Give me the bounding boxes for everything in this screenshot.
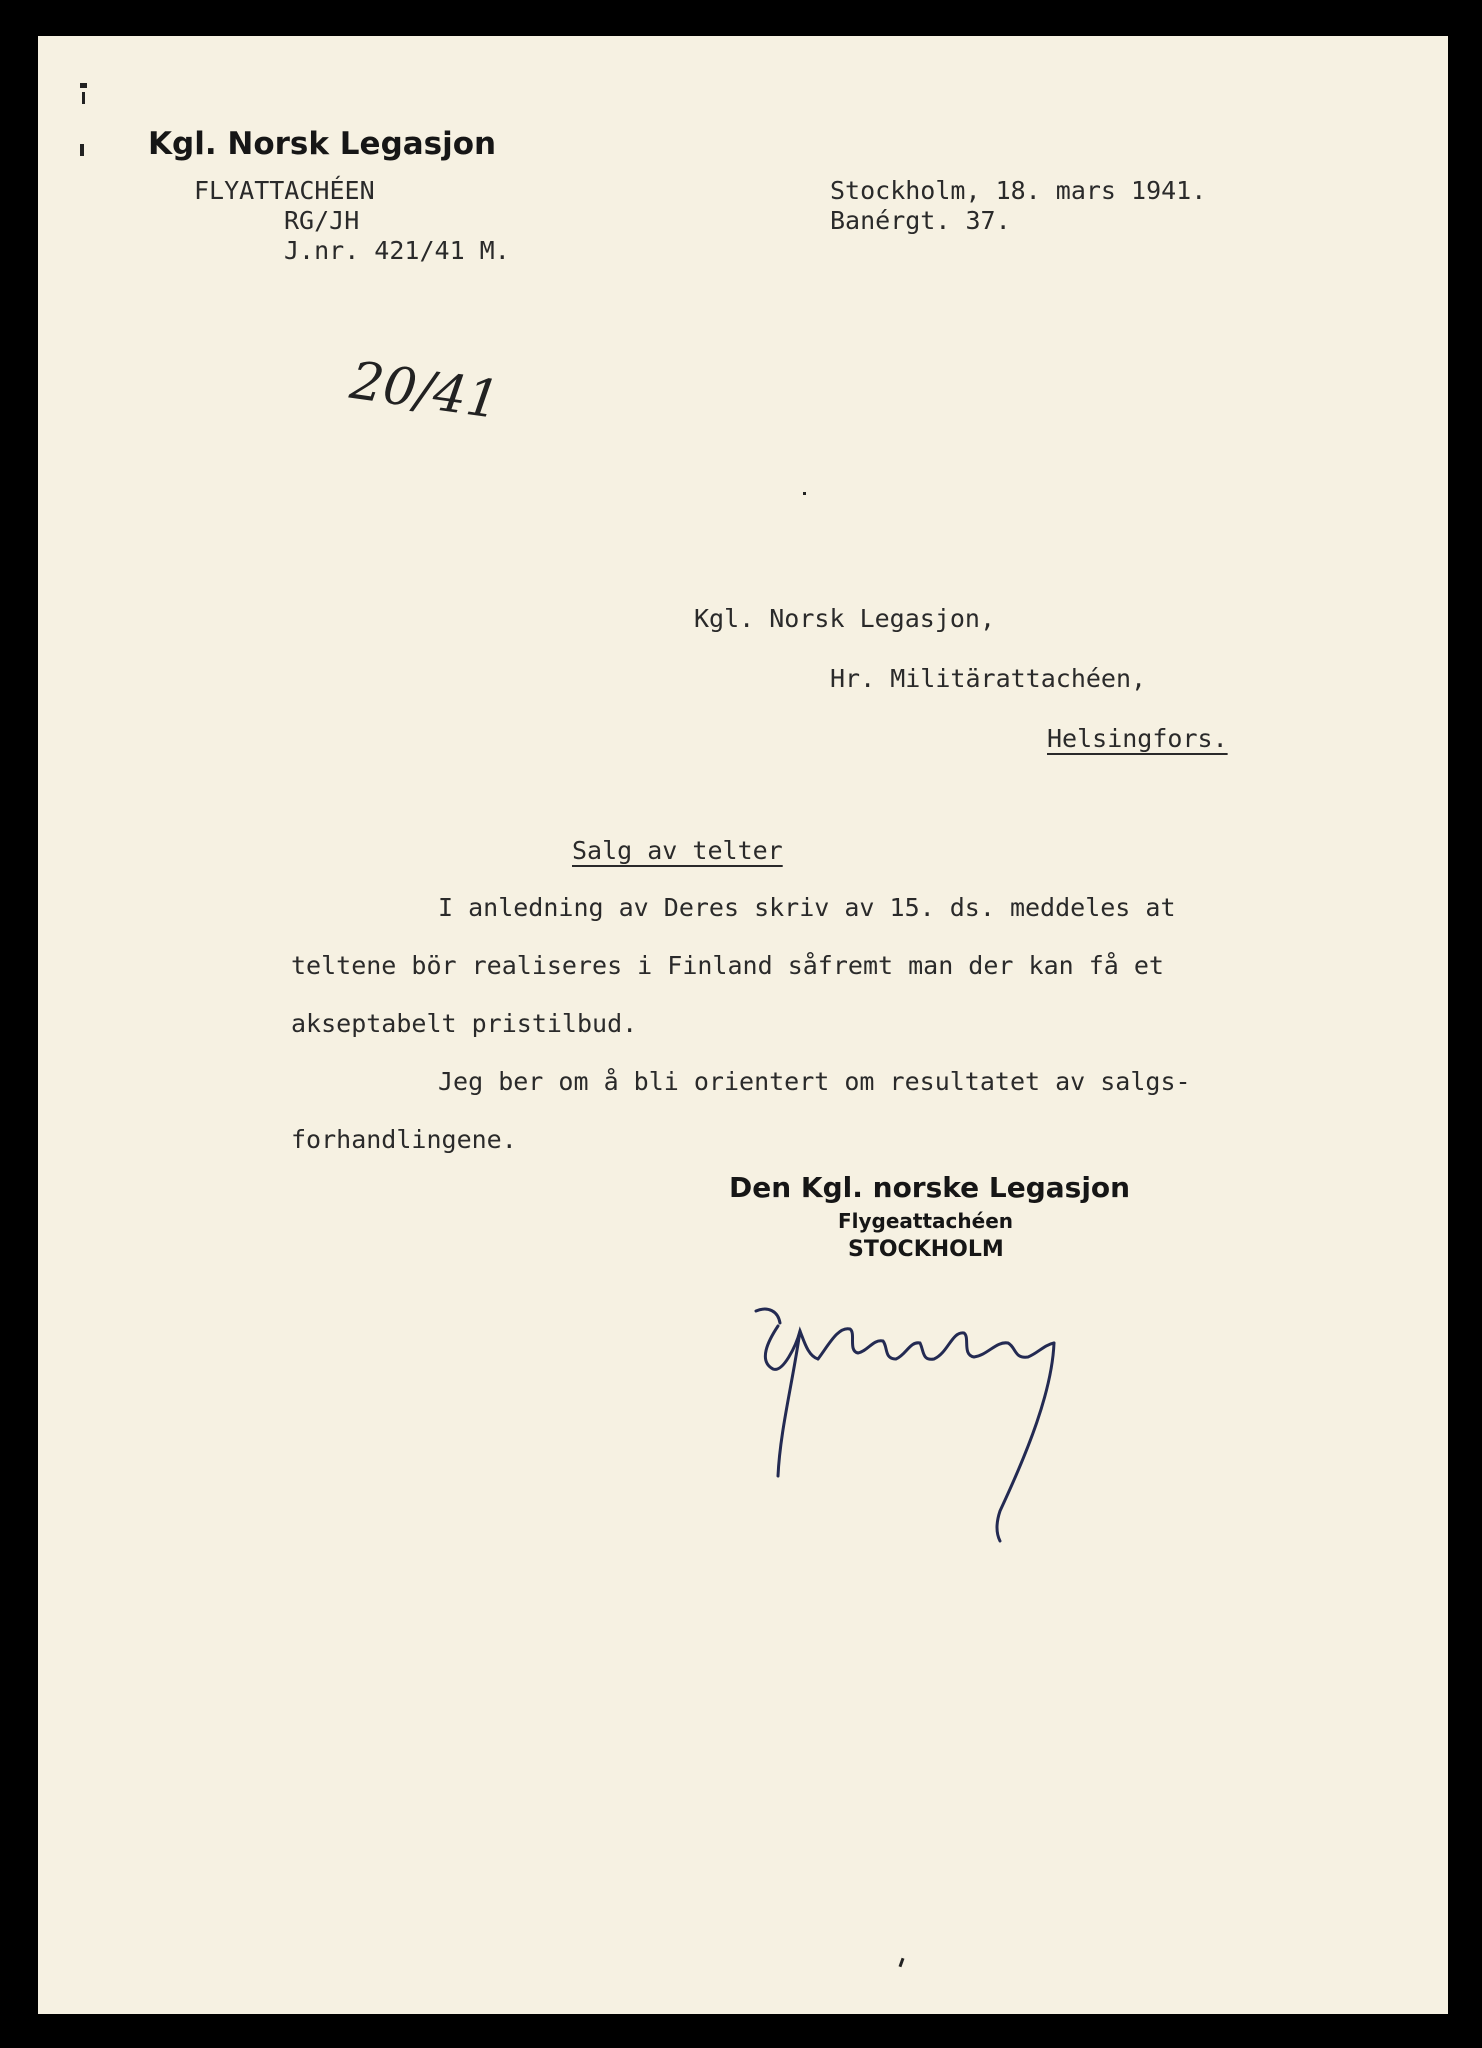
stamp-line-3: STOCKHOLM	[848, 1237, 1004, 1262]
body-line: Jeg ber om å bli orientert om resultatet av salgs-	[438, 1067, 1191, 1096]
margin-mark	[82, 92, 85, 104]
address-line: Banérgt. 37.	[830, 206, 1011, 235]
letterhead-org: Kgl. Norsk Legasjon	[148, 126, 497, 162]
stamp-line-1: Den Kgl. norske Legasjon	[729, 1171, 1131, 1204]
margin-mark	[80, 144, 84, 156]
ink-dot	[803, 492, 806, 495]
recipient-line-1: Kgl. Norsk Legasjon,	[694, 604, 996, 633]
letterhead-department: FLYATTACHÉEN	[194, 176, 375, 205]
body-line: akseptabelt pristilbud.	[291, 1009, 638, 1038]
letterhead-initials: RG/JH	[284, 206, 360, 235]
signature	[738, 1271, 1118, 1571]
ink-mark	[899, 1958, 905, 1967]
body-line: I anledning av Deres skriv av 15. ds. meddeles at	[438, 893, 1176, 922]
body-line: forhandlingene.	[291, 1125, 517, 1154]
handwritten-note: 20/41	[346, 350, 504, 432]
journal-number: J.nr. 421/41 M.	[284, 236, 510, 265]
letter-page	[38, 36, 1448, 2014]
margin-mark	[80, 83, 87, 88]
body-line: teltene bör realiseres i Finland såfremt man der kan få et	[291, 951, 1164, 980]
subject-heading: Salg av telter	[572, 836, 783, 865]
recipient-line-3: Helsingfors.	[1047, 724, 1228, 753]
recipient-line-2: Hr. Militärattachéen,	[830, 664, 1147, 693]
stamp-line-2: Flygeattachéen	[838, 1209, 1014, 1233]
place-date: Stockholm, 18. mars 1941.	[830, 176, 1207, 205]
